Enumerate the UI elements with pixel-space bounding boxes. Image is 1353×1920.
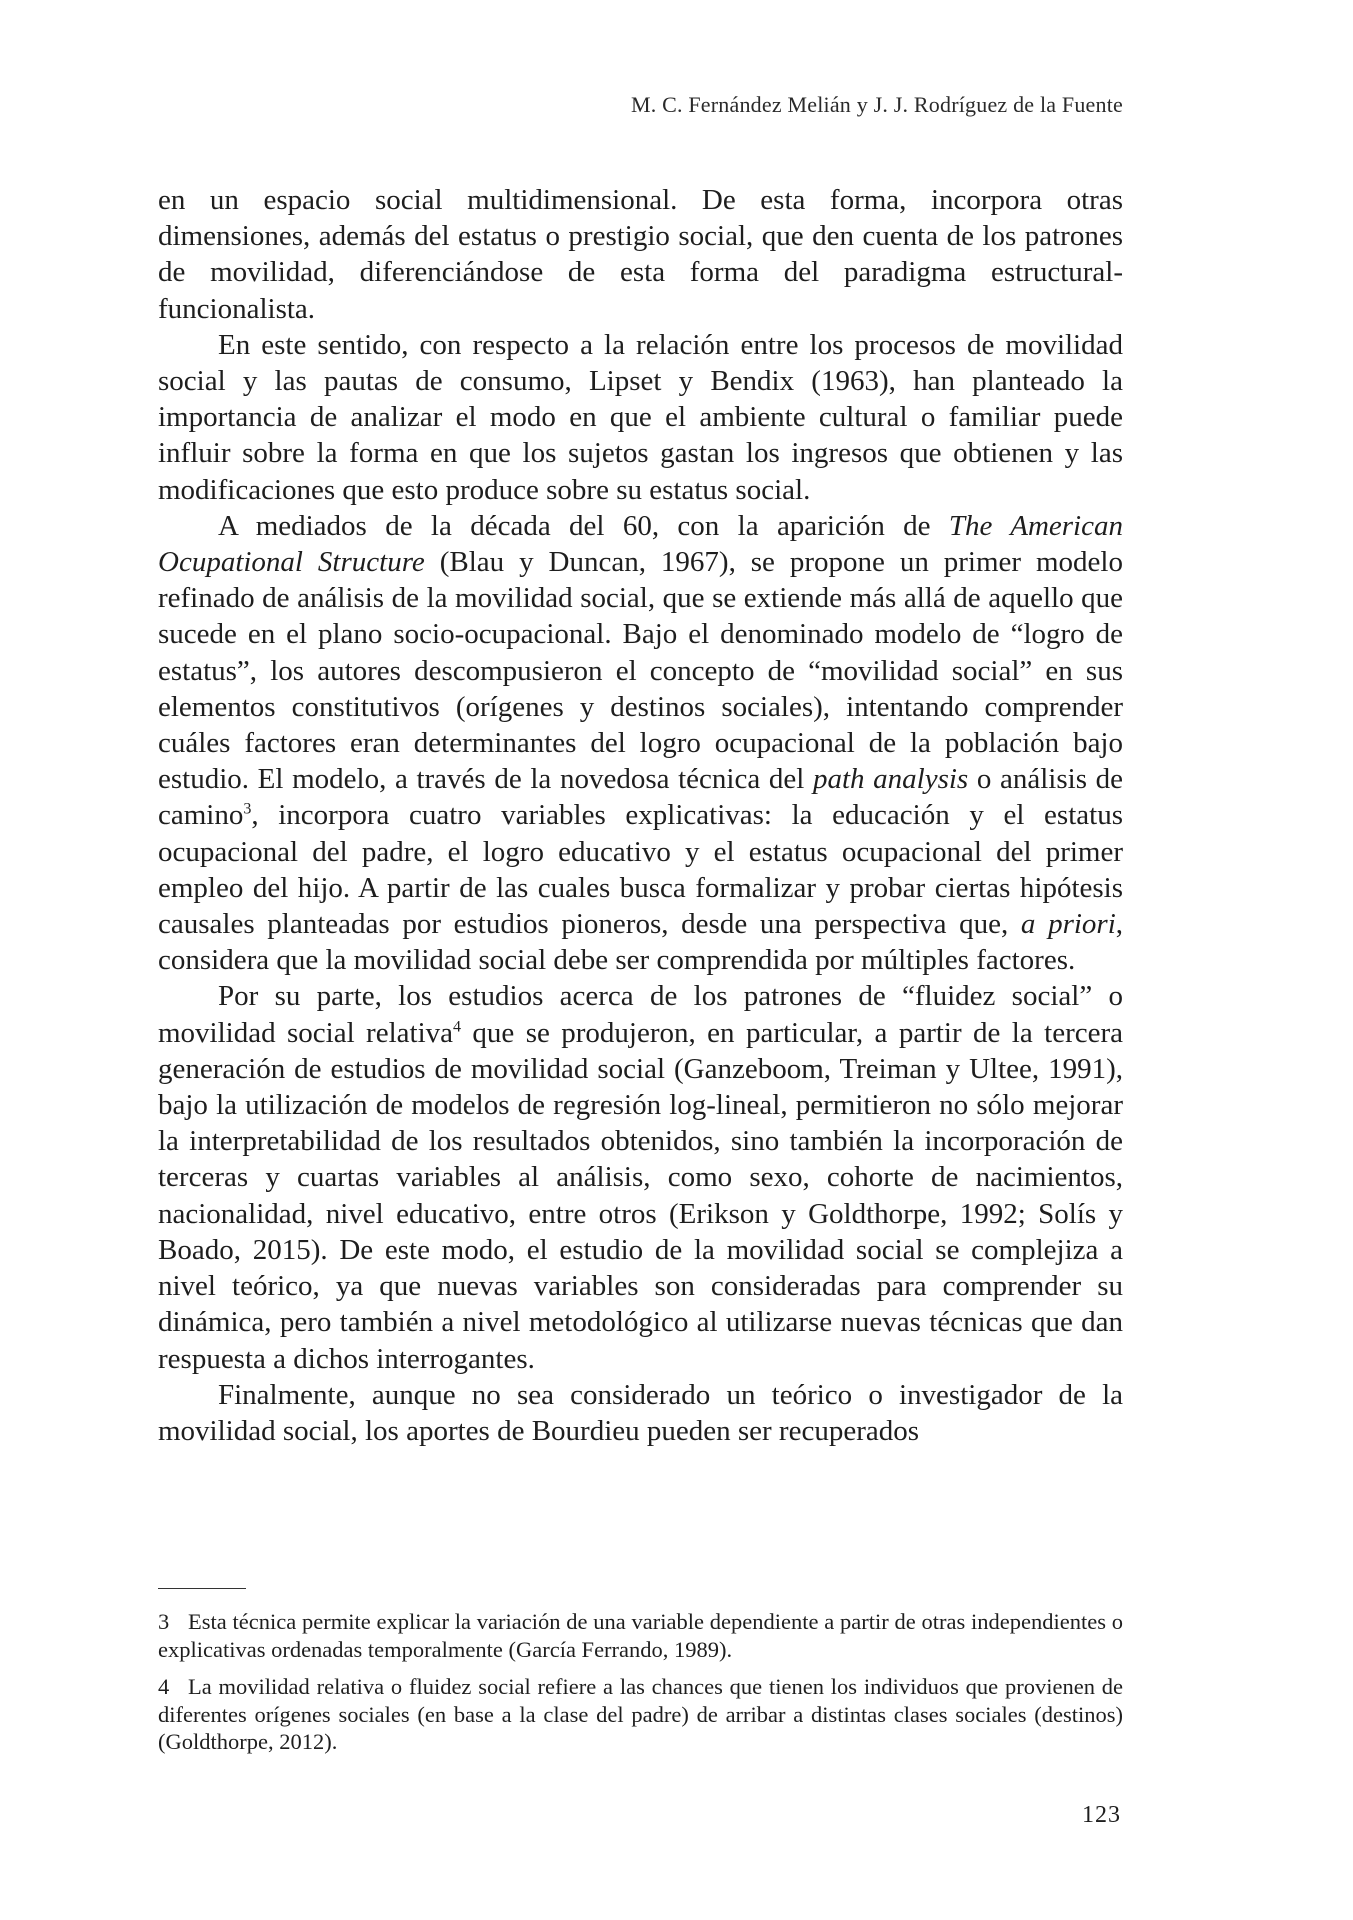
page-number: 123 [1082, 1802, 1121, 1828]
footnote-text: Esta técnica permite explicar la variación de una variable dependiente a partir de otras independientes o explicativas ordenadas temporalmente (García Ferrando, 1989). [158, 1609, 1123, 1662]
paragraph-1: en un espacio social multidimensional. De esta forma, incorpora otras dimensiones, además del estatus o prestigio social, que den cuenta de los patrones de movilidad, diferenciándose de esta forma del paradigma estructural-funcionalista. [158, 184, 1123, 325]
paragraph-5: Finalmente, aunque no sea considerado un teórico o investigador de la movilidad social, los aportes de Bourdieu pueden ser recuperados [158, 1378, 1123, 1447]
footnotes [158, 1608, 1123, 1766]
technical-term: path analysis [812, 763, 969, 796]
paragraph-3 [158, 508, 1123, 979]
footnote-3 [158, 1608, 1123, 1663]
footnote-divider [158, 1588, 246, 1589]
paragraph-3-text: (Blau y Duncan, 1967), se propone un primer modelo refinado de análisis de la movilidad social, que se extiende más allá de aquello que sucede en el plano socio-ocupacional. Bajo el denominado modelo de “logro de estatus”, los autores descompusieron el concepto de “movilidad social” en sus elementos constitutivos (orígenes y destinos sociales), intentando comprender cuáles factores eran determinantes del logro ocupacional de la población bajo estudio. El modelo, a través de la novedosa técnica del [158, 546, 1123, 796]
footnote-4 [158, 1673, 1123, 1756]
paragraph-2: En este sentido, con respecto a la relación entre los procesos de movilidad social y las pautas de consumo, Lipset y Bendix (1963), han planteado la importancia de analizar el modo en que el ambiente cultural o familiar puede influir sobre la forma en que los sujetos gastan los ingresos que obtienen y las modificaciones que esto produce sobre su estatus social. [158, 328, 1123, 506]
paragraph-3-text: o análisis de camino [158, 763, 1123, 832]
paragraph-4-text: que se produjeron, en particular, a partir de la tercera generación de estudios de movilidad social (Ganzeboom, Treiman y Ultee, 1991), bajo la utilización de modelos de regresión log-lineal, permitieron no sólo mejorar la interpretabilidad de los resultados obtenidos, sino también la incorporación de terceras y cuartas variables al análisis, como sexo, cohorte de nacimientos, nacionalidad, nivel educativo, entre otros (Erikson y Goldthorpe, 1992; Solís y Boado, 2015). De este modo, el estudio de la movilidad social se complejiza a nivel teórico, ya que nuevas variables son consideradas para comprender su dinámica, pero también a nivel metodológico al utilizarse nuevas técnicas que dan respuesta a dichos interrogantes. [158, 1016, 1124, 1375]
running-head: M. C. Fernández Melián y J. J. Rodríguez de la Fuente [630, 92, 1123, 117]
body-text [158, 182, 1123, 1449]
paragraph-3-text: , considera que la movilidad social debe ser comprendida por múltiples factores. [158, 908, 1124, 977]
paragraph-4-text: Por su parte, los estudios acerca de los patrones de “fluidez social” o movilidad social relativa [158, 980, 1123, 1049]
book-title: The American Ocupational Structure [158, 509, 1123, 579]
paragraph-4 [158, 978, 1123, 1376]
paragraph-3-text: , incorpora cuatro variables explicativas: la educación y el estatus ocupacional del padre, el logro educativo y el estatus ocupacional del primer empleo del hijo. A partir de las cuales busca formalizar y probar ciertas hipótesis causales planteadas por estudios pioneros, desde una perspectiva que, [158, 799, 1123, 941]
footnote-number: 3 [158, 1609, 170, 1634]
footnote-ref-3[interactable]: 3 [243, 800, 252, 818]
paragraph-3-text: A mediados de la década del 60, con la aparición de [218, 509, 949, 542]
footnote-ref-4[interactable]: 4 [453, 1018, 462, 1036]
footnote-number: 4 [158, 1674, 170, 1699]
latin-phrase: a priori [1020, 908, 1116, 941]
footnote-text: La movilidad relativa o fluidez social refiere a las chances que tienen los individuos que provienen de diferentes orígenes sociales (en base a la clase del padre) de arribar a distintas clases sociales (destinos) (Goldthorpe, 2012). [158, 1674, 1123, 1754]
